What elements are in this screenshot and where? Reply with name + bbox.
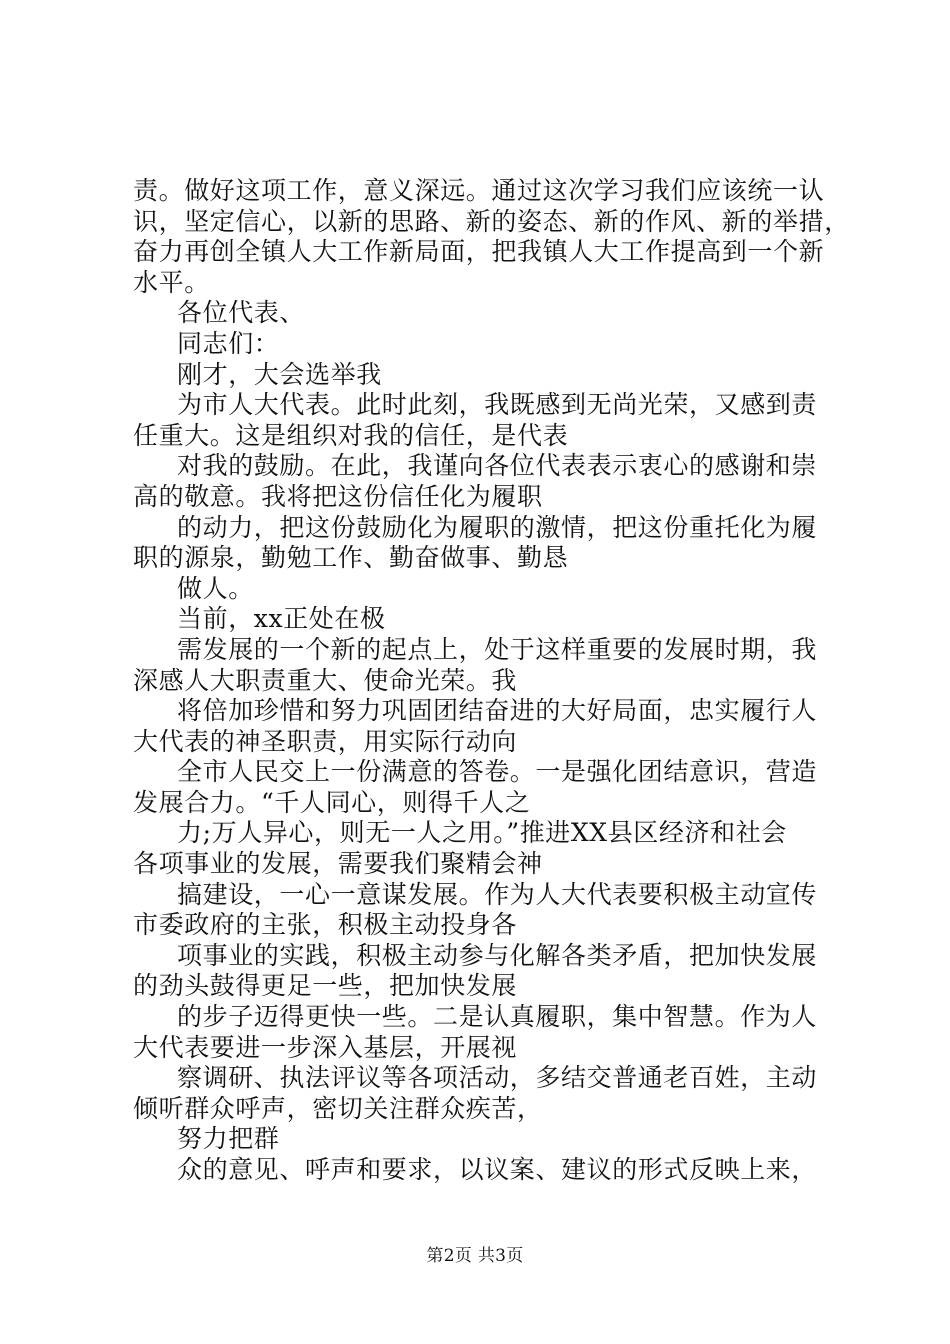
text-line: 的动力，把这份鼓励化为履职的激情，把这份重托化为履 xyxy=(177,512,818,542)
text-line: 察调研、执法评议等各项活动，多结交普通老百姓，主动 xyxy=(177,1063,818,1093)
text-line: 市委政府的主张，积极主动投身各 xyxy=(133,910,518,940)
text-line: 倾听群众呼声，密切关注群众疾苦， xyxy=(133,1093,543,1123)
text-line: 搞建设，一心一意谋发展。作为人大代表要积极主动宣传 xyxy=(177,879,818,909)
text-line: 的劲头鼓得更足一些，把加快发展 xyxy=(133,971,518,1001)
text-line: 奋力再创全镇人大工作新局面，把我镇人大工作提高到一个新 xyxy=(133,237,825,267)
text-line: 将倍加珍惜和努力巩固团结奋进的大好局面，忠实履行人 xyxy=(177,696,818,726)
text-line: 需发展的一个新的起点上，处于这样重要的发展时期，我 xyxy=(177,634,818,664)
page-footer: 第2页 共3页 xyxy=(426,1246,524,1266)
text-line: 高的敬意。我将把这份信任化为履职 xyxy=(133,481,543,511)
text-line: 大代表要进一步深入基层，开展视 xyxy=(133,1032,518,1062)
text-line: 发展合力。“千人同心，则得千人之 xyxy=(133,787,531,817)
text-line: 深感人大职责重大、使命光荣。我 xyxy=(133,665,518,695)
text-line: 识，坚定信心，以新的思路、新的姿态、新的作风、新的举措， xyxy=(133,206,850,236)
text-line: 职的源泉，勤勉工作、勤奋做事、勤恳 xyxy=(133,543,569,573)
text-line: 大代表的神圣职责，用实际行动向 xyxy=(133,726,518,756)
text-line: 众的意见、呼声和要求，以议案、建议的形式反映上来， xyxy=(177,1155,818,1184)
document-body xyxy=(133,176,853,1186)
text-line: 为市人大代表。此时此刻，我既感到无尚光荣，又感到责 xyxy=(177,390,818,420)
text-line: 各项事业的发展，需要我们聚精会神 xyxy=(133,849,543,879)
text-line: 刚才，大会选举我 xyxy=(177,359,382,389)
text-line: 努力把群 xyxy=(177,1124,280,1154)
text-line: 水平。 xyxy=(133,267,210,297)
text-line: 任重大。这是组织对我的信任，是代表 xyxy=(133,420,569,450)
text-line: 的步子迈得更快一些。二是认真履职，集中智慧。作为人 xyxy=(177,1002,818,1032)
text-line: 对我的鼓励。在此，我谨向各位代表表示衷心的感谢和崇 xyxy=(177,451,818,481)
text-line: 全市人民交上一份满意的答卷。一是强化团结意识，营造 xyxy=(177,757,818,787)
text-line: 项事业的实践，积极主动参与化解各类矛盾，把加快发展 xyxy=(177,940,818,970)
text-line: 当前，xx正处在极 xyxy=(177,604,386,634)
text-line: 责。做好这项工作，意义深远。通过这次学习我们应该统一认 xyxy=(133,176,825,205)
text-line: 同志们： xyxy=(177,328,280,358)
text-line: 各位代表、 xyxy=(177,298,306,328)
text-line: 力;万人异心，则无一人之用。”推进XX县区经济和社会 xyxy=(177,818,787,848)
text-line: 做人。 xyxy=(177,573,254,603)
